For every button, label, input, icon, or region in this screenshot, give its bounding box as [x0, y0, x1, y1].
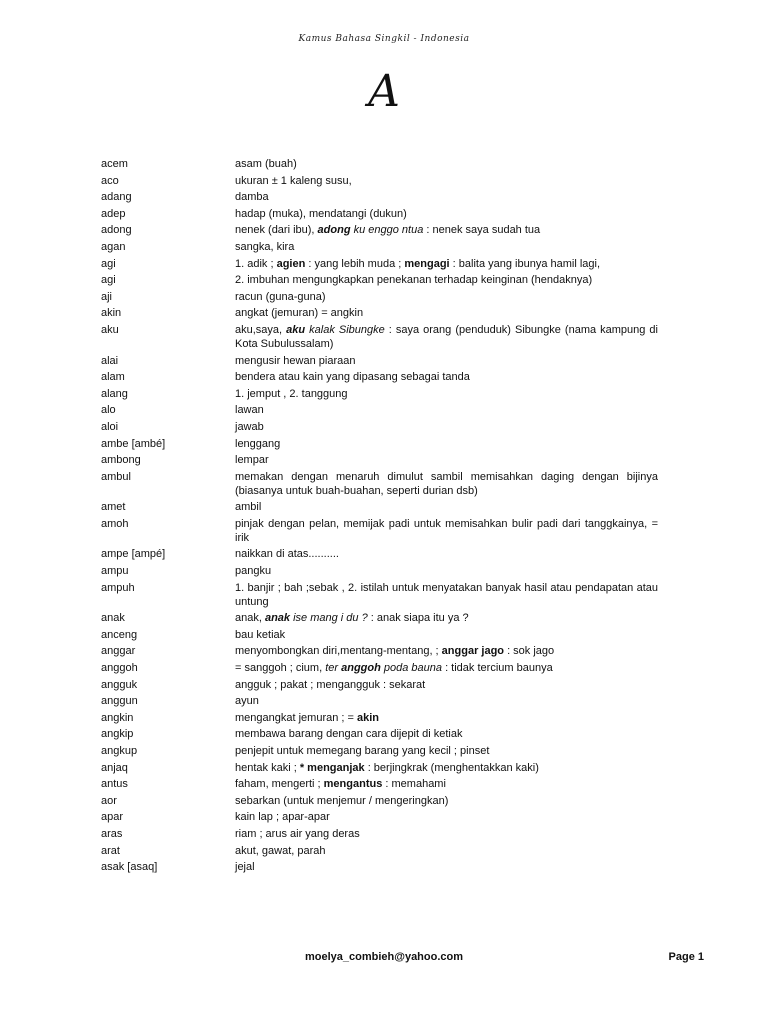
dictionary-entry — [0, 644, 768, 658]
entry-term: anceng — [101, 628, 138, 641]
entry-term: agi — [101, 274, 116, 287]
dictionary-entry — [0, 711, 768, 725]
entry-definition: ukuran ± 1 kaleng susu, — [235, 174, 352, 187]
dictionary-entry — [0, 437, 768, 451]
dictionary-entry — [0, 827, 768, 841]
entry-term: alo — [101, 404, 116, 417]
entry-term: antus — [101, 778, 128, 791]
dictionary-entry — [0, 174, 768, 188]
dictionary-entry — [0, 273, 768, 287]
dictionary-entry — [0, 387, 768, 401]
entry-definition: jawab — [235, 420, 264, 433]
dictionary-entry — [0, 290, 768, 304]
entry-term: asak [asaq] — [101, 861, 158, 874]
dictionary-entry — [0, 323, 768, 351]
entry-definition: mengangkat jemuran ; = akin — [235, 711, 380, 724]
entry-term: agi — [101, 257, 116, 270]
entry-term: angguk — [101, 678, 138, 691]
dictionary-entry — [0, 581, 768, 609]
entry-term: aloi — [101, 420, 119, 433]
dictionary-entry — [0, 420, 768, 434]
entry-definition: sangka, kira — [235, 240, 295, 253]
entry-definition: lempar — [235, 454, 269, 467]
entry-definition: 1. jemput , 2. tanggung — [235, 387, 348, 400]
entry-definition: racun (guna-guna) — [235, 290, 326, 303]
entry-term: anggun — [101, 695, 138, 708]
entry-definition: angkat (jemuran) = angkin — [235, 307, 364, 320]
entry-definition: memakan dengan menaruh dimulut sambil memisahkan daging dengan bijinya (biasanya untuk buah-buahan, seperti durian dsb) — [235, 470, 658, 497]
entry-definition: faham, mengerti ; mengantus : memahami — [235, 778, 446, 791]
dictionary-entry — [0, 628, 768, 642]
dictionary-entry — [0, 500, 768, 514]
entry-term: anak — [101, 612, 125, 625]
dictionary-entry — [0, 223, 768, 237]
dictionary-entry — [0, 453, 768, 467]
entry-term: anggar — [101, 645, 136, 658]
page-number: Page 1 — [668, 951, 704, 963]
entry-definition: lenggang — [235, 437, 281, 450]
entry-term: akin — [101, 307, 122, 320]
dictionary-entry — [0, 240, 768, 254]
dictionary-entry — [0, 694, 768, 708]
dictionary-entry — [0, 744, 768, 758]
entry-term: angkip — [101, 728, 134, 741]
entry-term: acem — [101, 158, 128, 170]
entry-definition: ambil — [235, 501, 262, 514]
entry-definition: ayun — [235, 695, 259, 708]
entry-term: adep — [101, 207, 126, 220]
entry-term: aji — [101, 290, 113, 303]
entry-definition: hentak kaki ; * menganjak : berjingkrak (menghentakkan kaki) — [235, 761, 539, 774]
entry-term: ambul — [101, 470, 131, 483]
dictionary-entry — [0, 370, 768, 384]
entry-definition: pangku — [235, 565, 272, 578]
entry-term: ampu — [101, 565, 129, 578]
entry-definition: bendera atau kain yang dipasang sebagai tanda — [235, 371, 470, 384]
entry-term: anjaq — [101, 761, 128, 774]
entry-term: ambong — [101, 454, 141, 467]
dictionary-entry — [0, 517, 768, 545]
entry-definition: penjepit untuk memegang barang yang kecil ; pinset — [235, 745, 490, 757]
footer-email: moelya_combieh@yahoo.com — [304, 951, 464, 963]
dictionary-entry — [0, 306, 768, 320]
entry-definition: = sanggoh ; cium, ter anggoh poda bauna : tidak tercium baunya — [235, 662, 553, 675]
dictionary-entry — [0, 190, 768, 204]
entry-term: arat — [101, 844, 120, 857]
entry-term: alam — [101, 371, 125, 384]
entry-term: alang — [101, 387, 128, 400]
entry-definition: anak, anak ise mang i du ? : anak siapa itu ya ? — [235, 612, 469, 625]
entry-term: amet — [101, 501, 126, 514]
page-header-title: Kamus Bahasa Singkil - Indonesia — [298, 34, 470, 44]
entry-term: ampuh — [101, 581, 135, 594]
entry-definition: 1. adik ; agien : yang lebih muda ; mengagi : balita yang ibunya hamil lagi, — [235, 257, 601, 270]
entry-definition: asam (buah) — [235, 158, 297, 170]
dictionary-entry — [0, 844, 768, 858]
entry-term: ampe [ampé] — [101, 548, 166, 561]
entry-definition: angguk ; pakat ; mengangguk : sekarat — [235, 678, 426, 691]
entry-definition: aku,saya, aku kalak Sibungke : saya orang (penduduk) Sibungke (nama kampung di Kota Subulussalam) — [235, 323, 658, 350]
entry-term: ambe [ambé] — [101, 437, 166, 450]
dictionary-entry — [0, 611, 768, 625]
entry-term: alai — [101, 354, 119, 367]
entry-definition: menyombongkan diri,mentang-mentang, ; anggar jago : sok jago — [235, 645, 555, 658]
entry-term: angkup — [101, 745, 138, 757]
dictionary-entry — [0, 547, 768, 561]
entry-definition: mengusir hewan piaraan — [235, 354, 356, 367]
dictionary-entries — [0, 157, 768, 877]
dictionary-entry — [0, 761, 768, 775]
dictionary-entry — [0, 794, 768, 808]
entry-definition: 2. imbuhan mengungkapkan penekanan terhadap keinginan (hendaknya) — [235, 274, 593, 287]
dictionary-entry — [0, 354, 768, 368]
entry-definition: akut, gawat, parah — [235, 844, 326, 857]
entry-definition: lawan — [235, 404, 264, 417]
entry-definition: nenek (dari ibu), adong ku enggo ntua : nenek saya sudah tua — [235, 224, 541, 237]
entry-term: agan — [101, 240, 126, 253]
dictionary-entry — [0, 470, 768, 498]
dictionary-entry — [0, 810, 768, 824]
entry-term: aco — [101, 174, 119, 187]
dictionary-entry — [0, 257, 768, 271]
entry-definition: pinjak dengan pelan, memijak padi untuk memisahkan bulir padi dari tanggkainya, = irik — [235, 517, 658, 544]
dictionary-entry — [0, 157, 768, 171]
dictionary-entry — [0, 564, 768, 578]
entry-definition: damba — [235, 191, 269, 204]
entry-definition: bau ketiak — [235, 628, 286, 641]
entry-definition: sebarkan (untuk menjemur / mengeringkan) — [235, 794, 449, 807]
entry-term: aras — [101, 827, 123, 840]
entry-term: anggoh — [101, 662, 138, 675]
entry-term: aku — [101, 323, 119, 336]
entry-term: angkin — [101, 711, 134, 724]
dictionary-entry — [0, 661, 768, 675]
entry-term: aor — [101, 794, 117, 807]
entry-definition: membawa barang dengan cara dijepit di ketiak — [235, 728, 463, 741]
entry-term: adong — [101, 224, 132, 237]
entry-term: amoh — [101, 517, 129, 530]
dictionary-entry — [0, 727, 768, 741]
dictionary-entry — [0, 207, 768, 221]
entry-definition: riam ; arus air yang deras — [235, 827, 360, 840]
entry-definition: naikkan di atas.......... — [235, 548, 339, 561]
dictionary-entry — [0, 860, 768, 874]
entry-definition: hadap (muka), mendatangi (dukun) — [235, 207, 407, 220]
entry-term: apar — [101, 811, 124, 824]
entry-term: adang — [101, 191, 132, 204]
entry-definition: 1. banjir ; bah ;sebak , 2. istilah untuk menyatakan banyak hasil atau pendapatan atau untung — [235, 581, 658, 608]
section-letter: A — [368, 66, 400, 117]
dictionary-entry — [0, 403, 768, 417]
dictionary-entry — [0, 678, 768, 692]
entry-definition: jejal — [235, 861, 255, 874]
entry-definition: kain lap ; apar-apar — [235, 811, 330, 824]
dictionary-entry — [0, 777, 768, 791]
